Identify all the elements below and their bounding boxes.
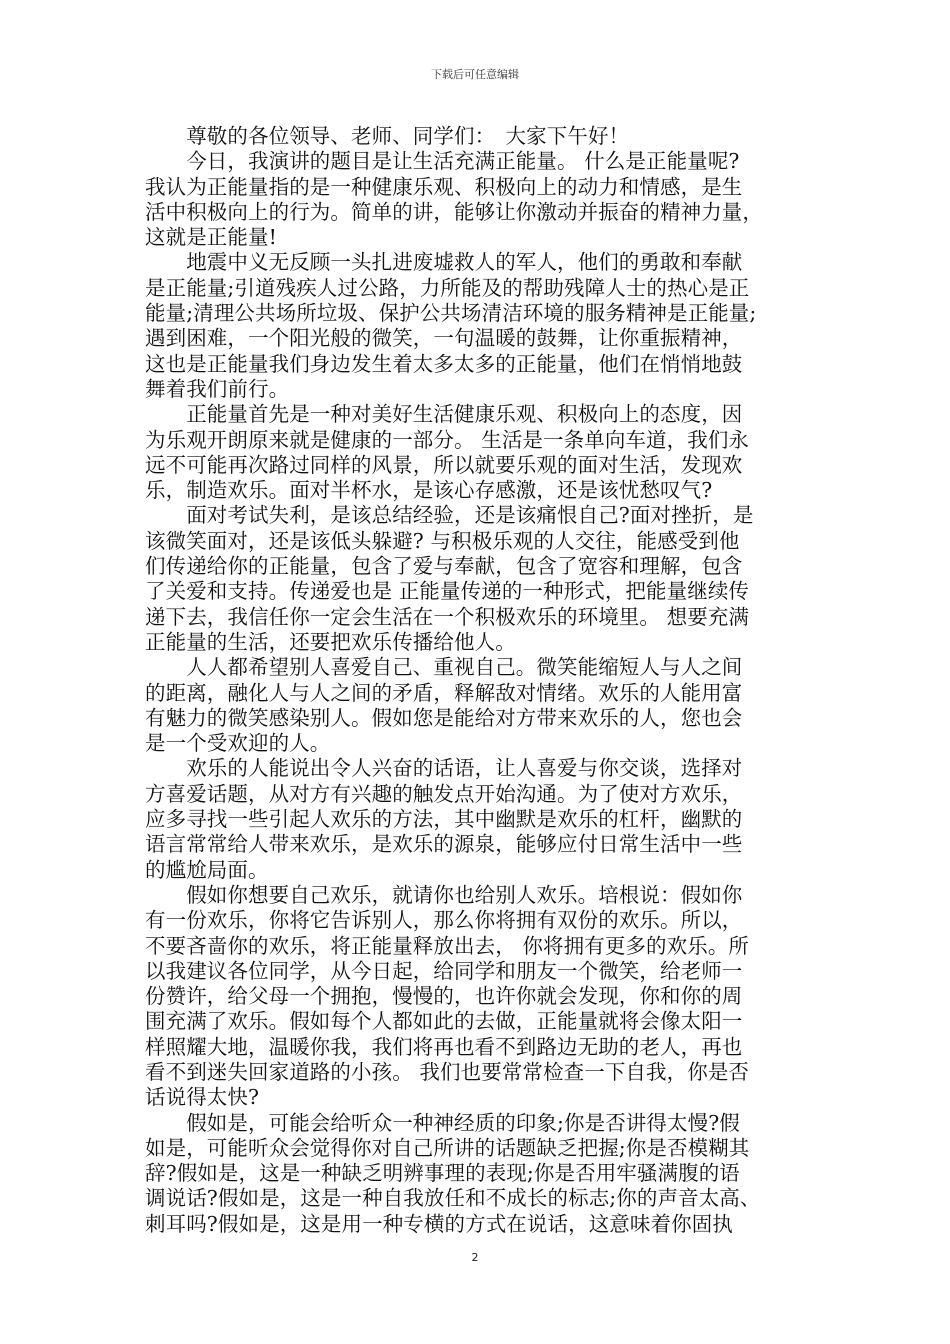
text-line: 这就是正能量! [145, 225, 277, 250]
text-line: 份赞许，给父母一个拥抱，慢慢的，也许你就会发现，你和你的周 [145, 984, 743, 1009]
text-line: 我认为正能量指的是一种健康乐观、积极向上的动力和情感，是生 [145, 174, 743, 199]
header-note: 下载后可任意编辑 [431, 68, 519, 81]
text-line: 活中积极向上的行为。简单的讲，能够让你激动并振奋的精神力量， [145, 199, 763, 224]
text-line: 面对考试失利，是该总结经验，还是该痛恨自己?面对挫折，是 [145, 503, 754, 528]
text-line: 欢乐的人能说出令人兴奋的话语，让人喜爱与你交谈，选择对 [145, 756, 743, 781]
text-line: 围充满了欢乐。假如每个人都如此的去做，正能量就将会像太阳一 [145, 1009, 743, 1034]
text-line: 假如你想要自己欢乐，就请你也给别人欢乐。培根说：假如你 [145, 882, 743, 907]
text-line: 辞?假如是，这是一种缺乏明辨事理的表现;你是否用牢骚满腹的语 [145, 1161, 740, 1186]
text-line: 地震中义无反顾一头扎进废墟救人的军人，他们的勇敢和奉献 [145, 250, 743, 275]
text-line: 人人都希望别人喜爱自己、重视自己。微笑能缩短人与人之间 [145, 655, 743, 680]
text-line: 这也是正能量我们身边发生着太多太多的正能量，他们在悄悄地鼓 [145, 351, 743, 376]
document-body [145, 124, 821, 1237]
text-line: 舞着我们前行。 [145, 376, 290, 401]
text-line: 调说话?假如是，这是一种自我放任和不成长的标志;你的声音太高、 [145, 1186, 761, 1211]
text-line: 今日，我演讲的题目是让生活充满正能量。 什么是正能量呢? [145, 149, 740, 174]
text-line: 刺耳吗?假如是，这是用一种专横的方式在说话，这意味着你固执 [145, 1211, 733, 1236]
text-line: 有一份欢乐，你将它告诉别人，那么你将拥有双份的欢乐。所以， [145, 908, 743, 933]
text-line: 是正能量;引道残疾人过公路，力所能及的帮助残障人士的热心是正 [145, 275, 750, 300]
text-line: 的距离，融化人与人之间的矛盾，释解敌对情绪。欢乐的人能用富 [145, 680, 743, 705]
text-line: 话说得太快? [145, 1085, 260, 1110]
text-line: 为乐观开朗原来就是健康的一部分。 生活是一条单向车道，我们永 [145, 427, 750, 452]
text-line: 远不可能再次路过同样的风景，所以就要乐观的面对生活，发现欢 [145, 452, 743, 477]
text-line: 的尴尬局面。 [145, 857, 269, 882]
text-line: 尊敬的各位领导、老师、同学们： 大家下午好！ [145, 124, 630, 148]
text-line: 该微笑面对，还是该低头躲避? 与积极乐观的人交往，能感受到他 [145, 528, 740, 553]
text-line: 方喜爱话题，从对方有兴趣的触发点开始沟通。为了使对方欢乐， [145, 781, 743, 806]
text-line: 是一个受欢迎的人。 [145, 731, 331, 756]
text-line: 应多寻找一些引起人欢乐的方法，其中幽默是欢乐的杠杆，幽默的 [145, 807, 743, 832]
text-line: 看不到迷失回家道路的小孩。 我们也要常常检查一下自我，你是否 [145, 1059, 750, 1084]
text-line: 不要吝啬你的欢乐，将正能量释放出去， 你将拥有更多的欢乐。所 [145, 933, 750, 958]
text-line: 有魅力的微笑感染别人。假如您是能给对方带来欢乐的人，您也会 [145, 705, 743, 730]
text-line: 能量;清理公共场所垃圾、保护公共场清洁环境的服务精神是正能量; [145, 301, 757, 326]
text-line: 递下去，我信任你一定会生活在一个积极欢乐的环境里。 想要充满 [145, 604, 750, 629]
text-line: 正能量首先是一种对美好生活健康乐观、积极向上的态度，因 [145, 402, 743, 427]
text-line: 们传递给你的正能量，包含了爱与奉献，包含了宽容和理解，包含 [145, 554, 743, 579]
text-line: 乐，制造欢乐。面对半杯水，是该心存感激，还是该忧愁叹气? [145, 478, 713, 503]
text-line: 正能量的生活，还要把欢乐传播给他人。 [145, 629, 516, 654]
text-line: 以我建议各位同学，从今日起，给同学和朋友一个微笑，给老师一 [145, 958, 743, 983]
page-number: 2 [471, 1251, 479, 1264]
text-line: 语言常常给人带来欢乐，是欢乐的源泉，能够应付日常生活中一些 [145, 832, 743, 857]
text-line: 遇到困难，一个阳光般的微笑，一句温暖的鼓舞，让你重振精神， [145, 326, 743, 351]
text-line: 样照耀大地，温暖你我，我们将再也看不到路边无助的老人，再也 [145, 1034, 743, 1059]
text-line: 假如是，可能会给听众一种神经质的印象;你是否讲得太慢?假 [145, 1110, 740, 1135]
text-line: 了关爱和支持。传递爱也是 正能量传递的一种形式，把能量继续传 [145, 579, 750, 604]
text-line: 如是，可能听众会觉得你对自己所讲的话题缺乏把握;你是否模糊其 [145, 1135, 750, 1160]
